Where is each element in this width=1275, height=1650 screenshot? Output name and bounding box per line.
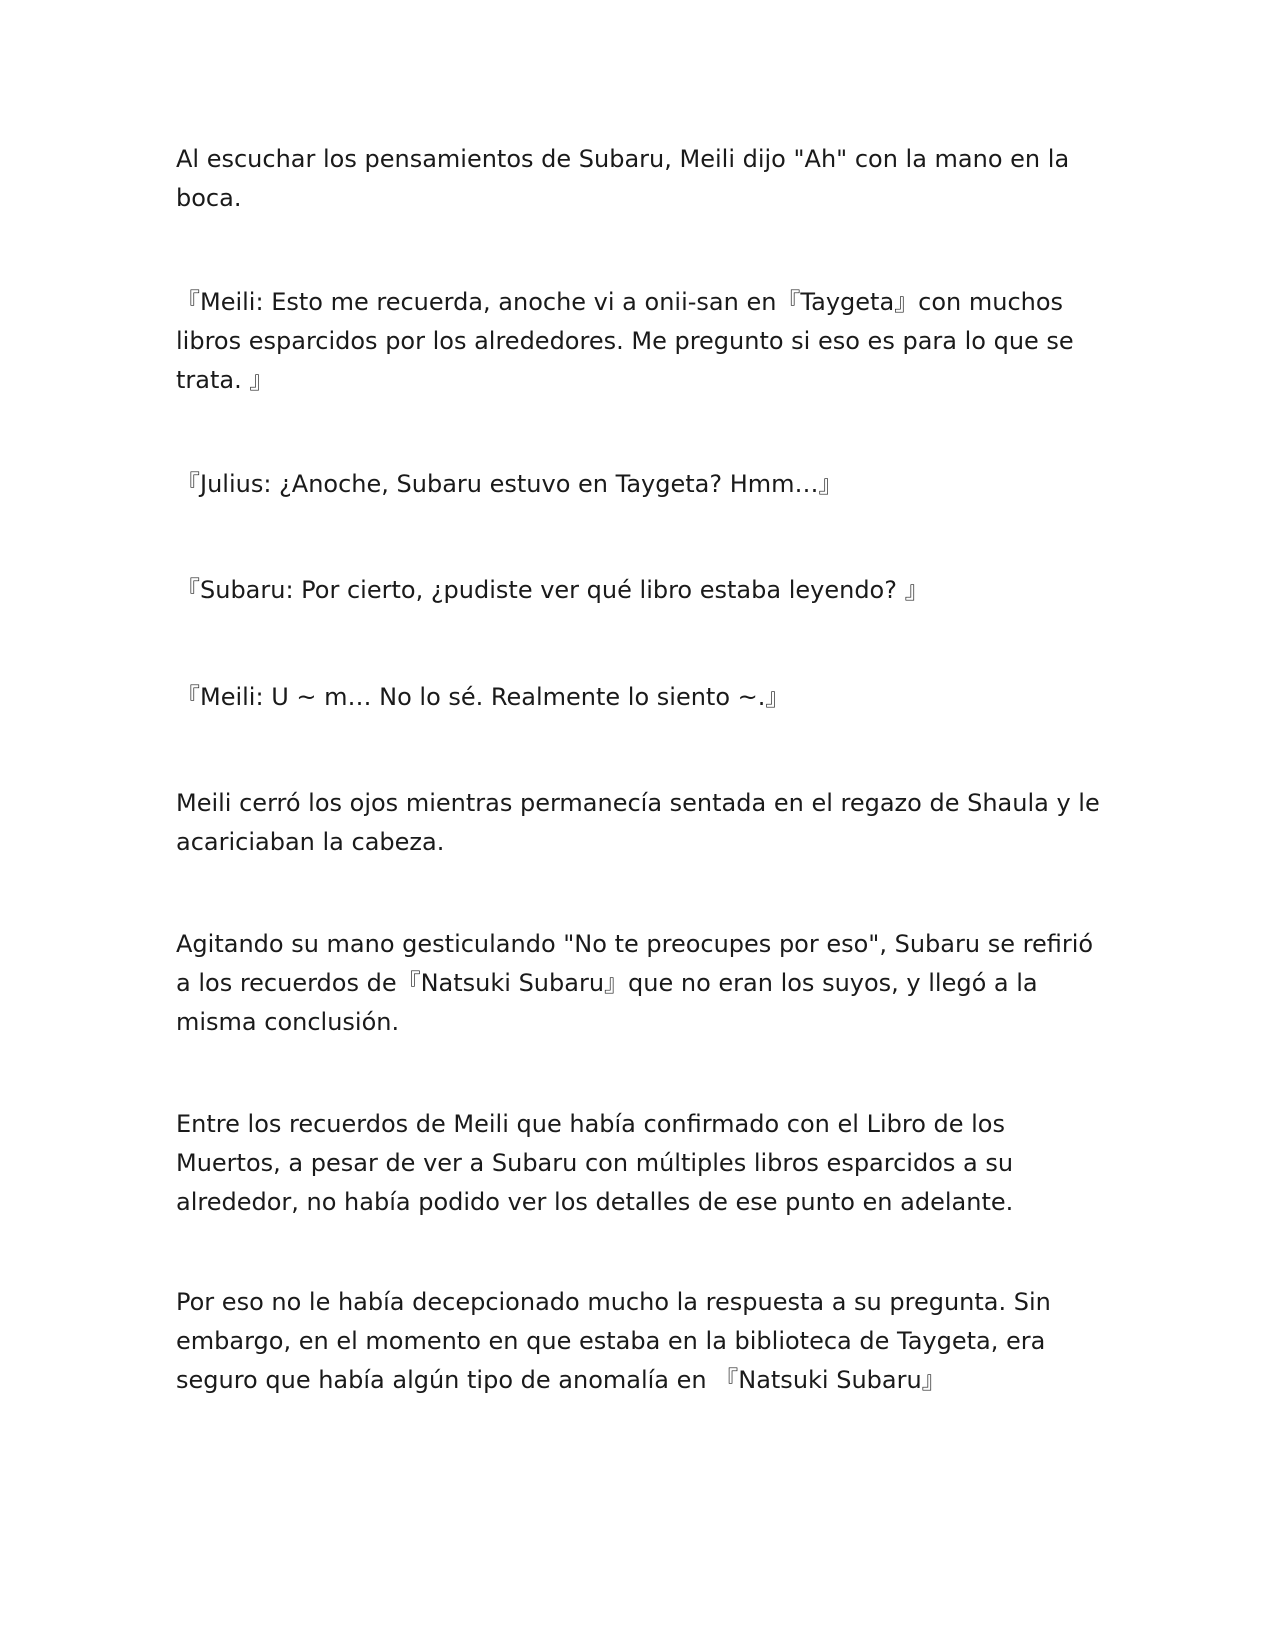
text-line: embargo, en el momento en que estaba en la biblioteca de Taygeta, era <box>176 1327 1046 1355</box>
text-line: seguro que había algún tipo de anomalía en 『Natsuki Subaru』 <box>176 1366 946 1394</box>
paragraph-7 <box>176 925 1096 1042</box>
text-line: acariciaban la cabeza. <box>176 828 445 856</box>
text-line: 『Subaru: Por cierto, ¿pudiste ver qué libro estaba leyendo? 』 <box>176 576 929 604</box>
text-line: Al escuchar los pensamientos de Subaru, Meili dijo "Ah" con la mano en la <box>176 145 1070 173</box>
text-line: Muertos, a pesar de ver a Subaru con múltiples libros esparcidos a su <box>176 1149 1014 1177</box>
paragraph-6 <box>176 784 1100 862</box>
text-line: alrededor, no había podido ver los detalles de ese punto en adelante. <box>176 1188 1014 1216</box>
text-line: 『Julius: ¿Anoche, Subaru estuvo en Taygeta? Hmm…』 <box>176 470 843 498</box>
text-line: 『Meili: Esto me recuerda, anoche vi a onii-san en『Taygeta』con muchos <box>176 288 1064 316</box>
paragraph-3-dialogue-julius <box>176 465 1096 504</box>
paragraph-1 <box>176 140 1096 218</box>
paragraph-5-dialogue-meili <box>176 678 1096 717</box>
text-line: trata. 』 <box>176 366 274 394</box>
paragraph-2-dialogue-meili <box>176 283 1096 400</box>
paragraph-9 <box>176 1283 1096 1400</box>
text-line: Agitando su mano gesticulando "No te preocupes por eso", Subaru se refirió <box>176 930 1094 958</box>
text-line: 『Meili: U ~ m… No lo sé. Realmente lo siento ~.』 <box>176 683 790 711</box>
text-line: boca. <box>176 184 242 212</box>
paragraph-8 <box>176 1105 1096 1222</box>
text-line: misma conclusión. <box>176 1008 400 1036</box>
text-line: Entre los recuerdos de Meili que había confirmado con el Libro de los <box>176 1110 1005 1138</box>
text-line: Meili cerró los ojos mientras permanecía sentada en el regazo de Shaula y le <box>176 789 1100 817</box>
text-line: a los recuerdos de『Natsuki Subaru』que no eran los suyos, y llegó a la <box>176 969 1038 997</box>
paragraph-4-dialogue-subaru <box>176 571 1096 610</box>
text-line: libros esparcidos por los alrededores. Me pregunto si eso es para lo que se <box>176 327 1074 355</box>
text-line: Por eso no le había decepcionado mucho la respuesta a su pregunta. Sin <box>176 1288 1051 1316</box>
